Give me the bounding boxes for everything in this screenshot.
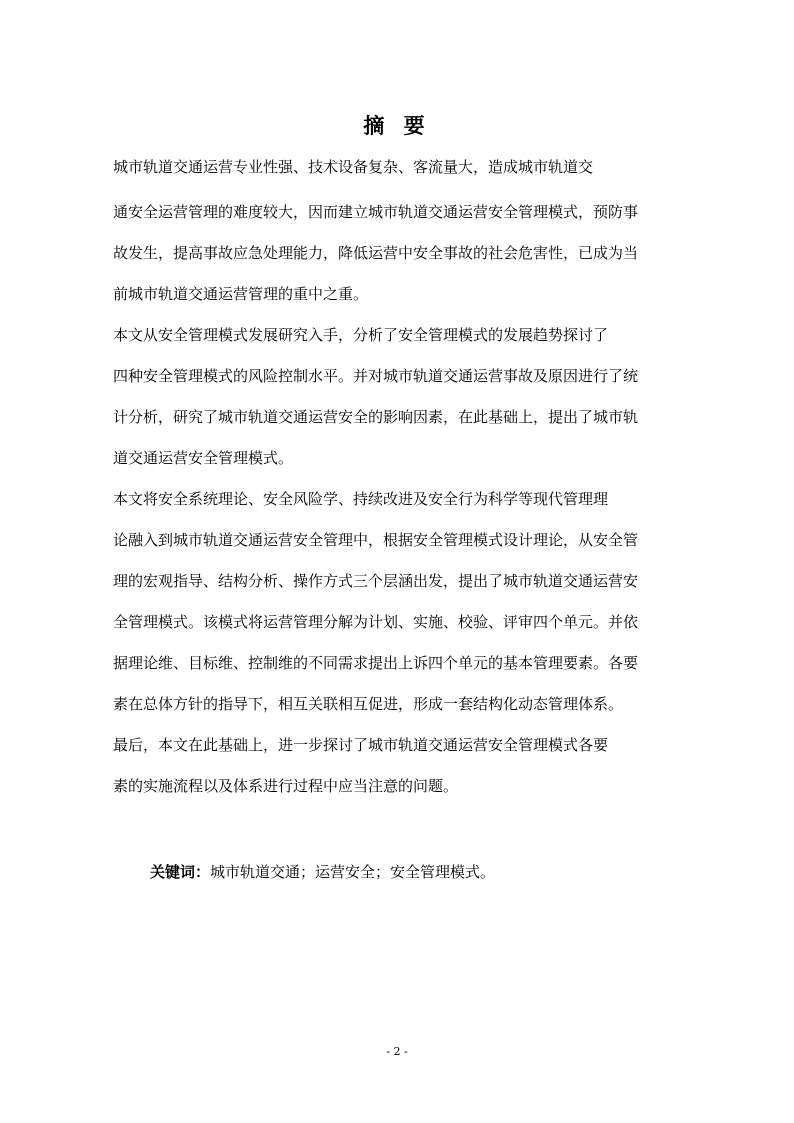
paragraph-3-line-5: 据理论维、目标维、控制维的不同需求提出上诉四个单元的基本管理要素。各要 [113,654,639,672]
paragraph-3-line-4: 全管理模式。该模式将运营管理分解为计划、实施、校验、评审四个单元。并依 [113,613,639,631]
abstract-title: 摘 要 [363,113,431,138]
paragraph-2-line-3: 计分析，研究了城市轨道交通运营安全的影响因素，在此基础上，提出了城市轨 [113,408,639,426]
paragraph-3-line-6: 素在总体方针的指导下，相互关联相互促进，形成一套结构化动态管理体系。 [113,695,624,713]
keywords-label: 关键词： [150,863,211,881]
paragraph-4-line-1: 最后，本文在此基础上，进一步探讨了城市轨道交通运营安全管理模式各要 [113,736,609,754]
paragraph-3-line-3: 理的宏观指导、结构分析、操作方式三个层涵出发，提出了城市轨道交通运营安 [113,572,639,590]
paragraph-3-line-2: 论融入到城市轨道交通运营安全管理中，根据安全管理模式设计理论，从安全管 [113,531,639,549]
paragraph-2-line-4: 道交通运营安全管理模式。 [113,449,294,467]
paragraph-1-line-3: 故发生，提高事故应急处理能力，降低运营中安全事故的社会危害性，已成为当 [113,244,639,262]
paragraph-3-line-1: 本文将安全系统理论、安全风险学、持续改进及安全行为科学等现代管理理 [113,490,609,508]
keywords-line [150,860,495,884]
keywords-text: 城市轨道交通；运营安全；安全管理模式。 [210,863,496,881]
page-number: - 2 - [386,1045,408,1058]
paragraph-1-line-4: 前城市轨道交通运营管理的重中之重。 [113,285,369,303]
paragraph-1-line-2: 通安全运营管理的难度较大，因而建立城市轨道交通运营安全管理模式，预防事 [113,203,639,221]
paragraph-1-line-1: 城市轨道交通运营专业性强、技术设备复杂、客流量大，造成城市轨道交 [113,158,594,176]
paragraph-4-line-2: 素的实施流程以及体系进行过程中应当注意的问题。 [113,777,459,795]
paragraph-2-line-2: 四种安全管理模式的风险控制水平。并对城市轨道交通运营事故及原因进行了统 [113,367,639,385]
paragraph-2-line-1: 本文从安全管理模式发展研究入手，分析了安全管理模式的发展趋势探讨了 [113,326,609,344]
